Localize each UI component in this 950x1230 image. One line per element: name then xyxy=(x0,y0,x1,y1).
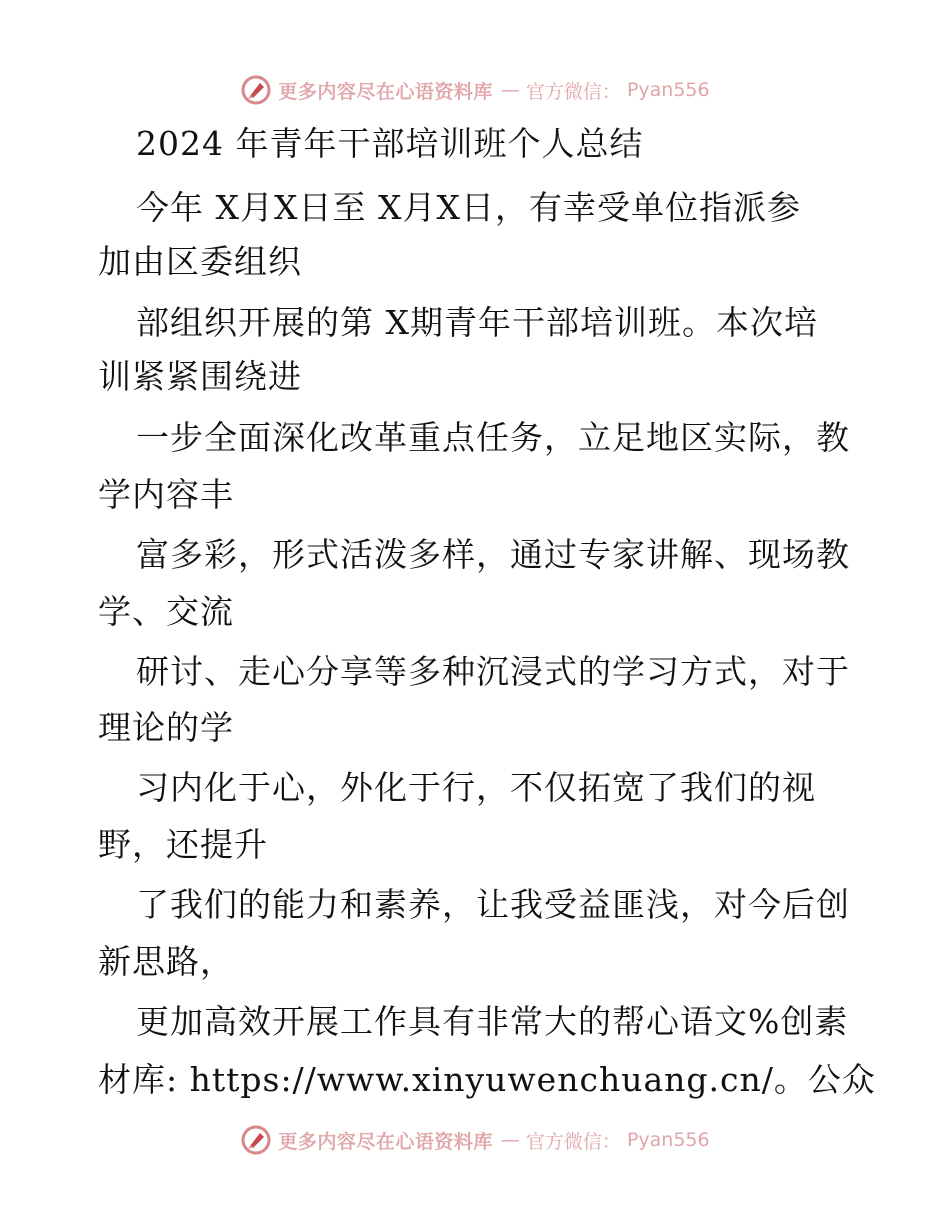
text-line: 了我们的能力和素养，让我受益匪浅，对今后创 xyxy=(136,885,850,924)
text-line: 部组织开展的第 X期青年干部培训班。本次培 xyxy=(136,303,818,342)
text-line: 加由区委组织 xyxy=(98,242,302,281)
pen-nib-circle-icon xyxy=(240,74,272,106)
text-line: 今年 X月X日至 X月X日，有幸受单位指派参 xyxy=(136,188,801,227)
text-line: 野，还提升 xyxy=(98,825,268,864)
watermark-official-label: 官方微信： xyxy=(525,1130,621,1153)
watermark-account: Pyan556 xyxy=(626,1129,710,1151)
watermark-main-text: 更多内容尽在心语资料库 xyxy=(278,80,493,103)
text-line: 更加高效开展工作具有非常大的帮心语文%创素 xyxy=(136,1002,849,1041)
watermark-separator: — xyxy=(500,1129,518,1151)
pen-nib-circle-icon xyxy=(240,1124,272,1156)
text-line: 富多彩，形式活泼多样，通过专家讲解、现场教 xyxy=(136,535,850,574)
watermark-header xyxy=(0,68,950,112)
text-line: 习内化于心，外化于行，不仅拓宽了我们的视 xyxy=(136,768,816,807)
watermark-separator: — xyxy=(500,79,518,101)
text-line: 理论的学 xyxy=(98,708,234,747)
watermark-main-text: 更多内容尽在心语资料库 xyxy=(278,1130,493,1153)
text-line: 训紧紧围绕进 xyxy=(98,357,302,396)
text-line: 一步全面深化改革重点任务，立足地区实际，教 xyxy=(136,418,850,457)
text-line: 研讨、走心分享等多种沉浸式的学习方式，对于 xyxy=(136,652,850,691)
watermark-account: Pyan556 xyxy=(626,79,710,101)
text-line: 学内容丰 xyxy=(98,475,234,514)
document-title: 2024 年青年干部培训班个人总结 xyxy=(136,124,644,163)
watermark-footer xyxy=(0,1118,950,1162)
text-line: 材库: https://www.xinyuwenchuang.cn/。公众 xyxy=(98,1060,876,1099)
text-line: 学、交流 xyxy=(98,592,234,631)
text-line: 新思路， xyxy=(98,942,234,981)
watermark-official-label: 官方微信： xyxy=(525,80,621,103)
